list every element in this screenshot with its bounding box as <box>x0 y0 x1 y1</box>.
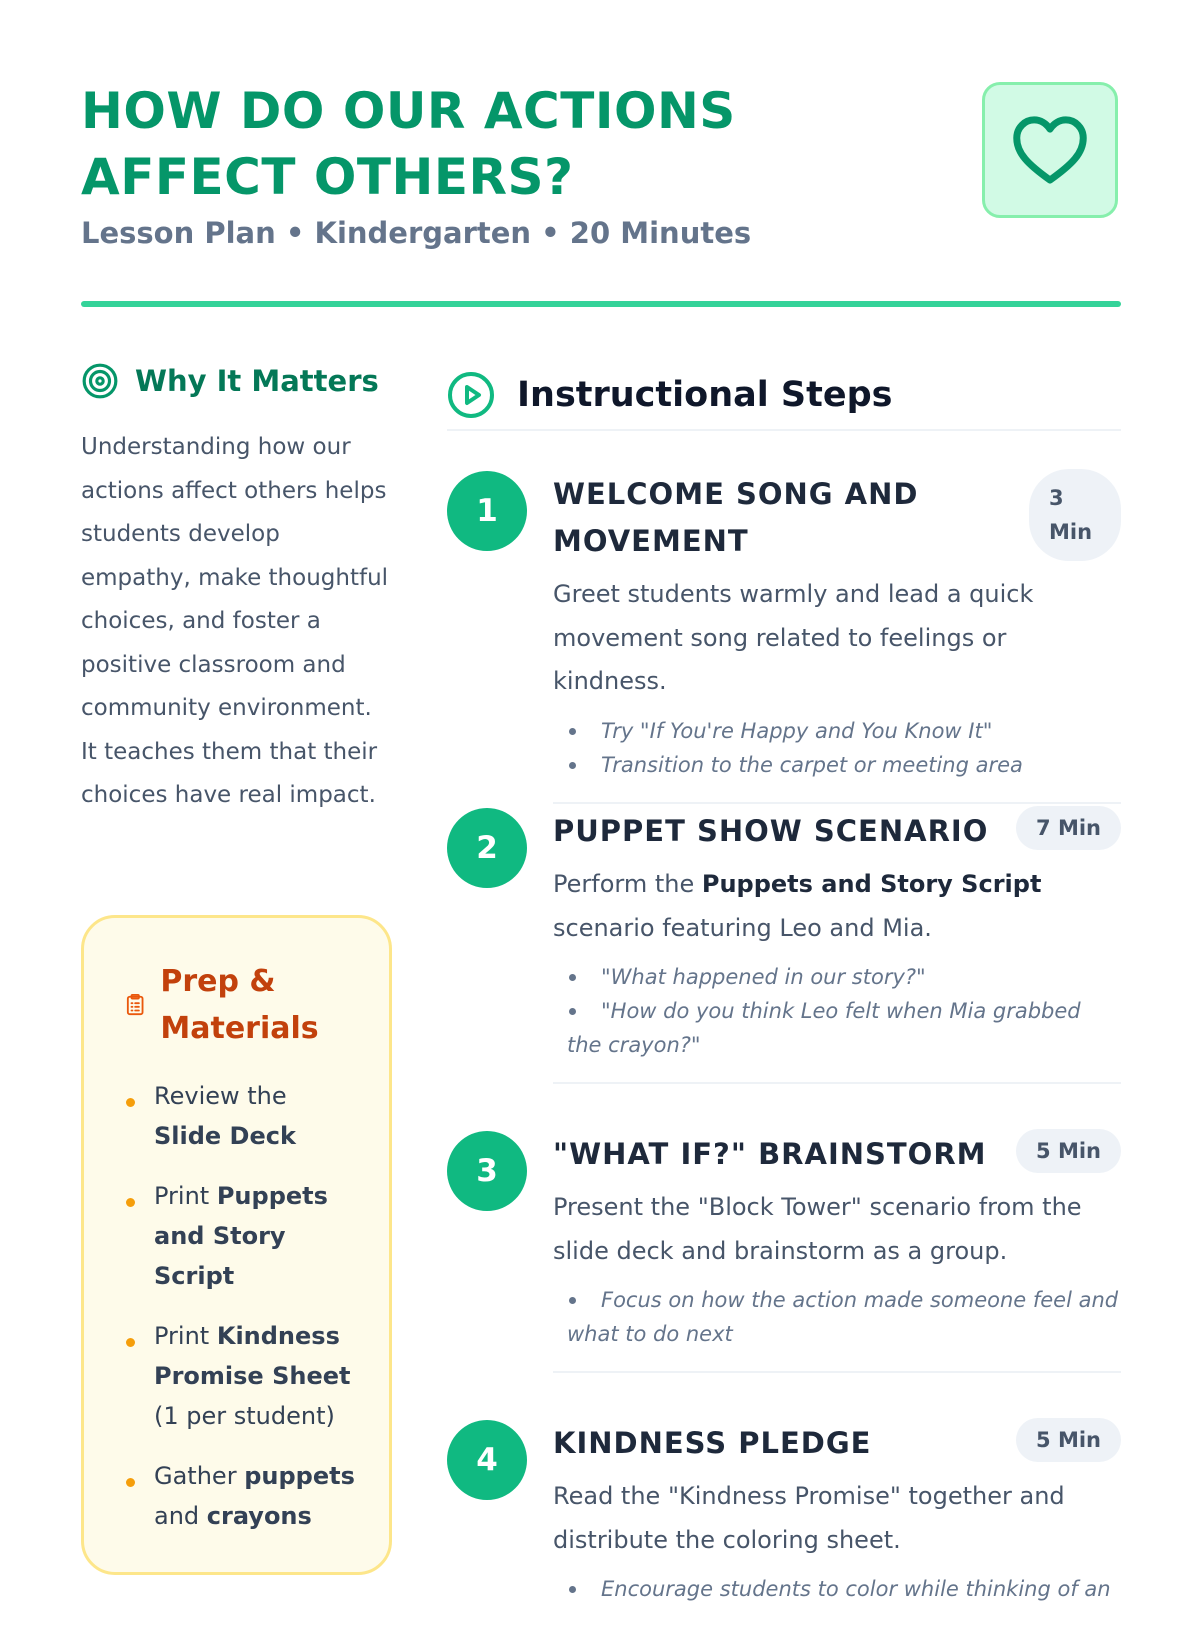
page-title <box>81 78 1121 210</box>
step-bullet: Try "If You're Happy and You Know It" <box>567 714 1121 748</box>
why-heading <box>81 362 391 400</box>
clipboard-icon <box>126 990 144 1020</box>
prep-materials-card <box>81 915 392 1575</box>
step-title: WELCOME SONG AND MOVEMENT <box>553 477 919 558</box>
step-bullets <box>553 1572 1121 1626</box>
step-number: 2 <box>447 808 527 888</box>
step-number: 4 <box>447 1420 527 1500</box>
step-description: Greet students warmly and lead a quick movement song related to feelings or kindness. <box>553 580 1034 695</box>
duration-badge: 5 Min <box>1016 1129 1121 1173</box>
heart-badge <box>982 82 1118 218</box>
step-title: KINDNESS PLEDGE <box>553 1426 872 1460</box>
step-bullet: Transition to the carpet or meeting area <box>567 748 1121 782</box>
step-content <box>553 1420 1121 1626</box>
target-icon <box>81 362 119 400</box>
why-it-matters-section <box>81 362 391 818</box>
prep-item: Gather puppets and crayons <box>126 1456 361 1536</box>
step-description: Perform the Puppets and Story Script scenario featuring Leo and Mia. <box>553 870 1042 942</box>
prep-item: Print Kindness Promise Sheet (1 per student) <box>126 1316 361 1436</box>
lesson-subtitle: Lesson Plan • Kindergarten • 20 Minutes <box>81 216 752 250</box>
step-bullets <box>553 714 1121 804</box>
duration-badge: 3 Min <box>1029 469 1121 561</box>
lesson-header <box>81 78 1121 250</box>
step-content <box>553 1131 1121 1373</box>
prep-heading <box>126 958 361 1052</box>
step-description: Present the "Block Tower" scenario from the slide deck and brainstorm as a group. <box>553 1193 1082 1265</box>
title-line-1: HOW DO OUR ACTIONS <box>81 82 736 140</box>
steps-heading <box>447 361 1121 431</box>
step-title: "WHAT IF?" BRAINSTORM <box>553 1137 987 1171</box>
steps-title: Instructional Steps <box>517 375 893 415</box>
duration-badge: 5 Min <box>1016 1418 1121 1462</box>
prep-title: Prep & Materials <box>160 964 319 1046</box>
step-description: Read the "Kindness Promise" together and distribute the coloring sheet. <box>553 1482 1065 1554</box>
step-bullet: Encourage students to color while thinking of an <box>567 1572 1121 1606</box>
why-title: Why It Matters <box>135 364 379 398</box>
step-number: 1 <box>447 471 527 551</box>
heart-icon <box>1012 115 1088 185</box>
step-bullet: "What happened in our story?" <box>567 960 1121 994</box>
step-title: PUPPET SHOW SCENARIO <box>553 814 989 848</box>
why-body: Understanding how our actions affect others helps students develop empathy, make thoughtful choices, and foster a positive classroom and community environment. It teaches them that their choices have real impact. <box>81 434 389 808</box>
step-number: 3 <box>447 1131 527 1211</box>
title-line-2: AFFECT OTHERS? <box>81 148 574 206</box>
prep-list <box>126 1076 361 1536</box>
play-circle-icon <box>447 371 495 419</box>
prep-item: Print Puppets and Story Script <box>126 1176 361 1296</box>
prep-item: Review the Slide Deck <box>126 1076 361 1156</box>
step-bullet: "How do you think Leo felt when Mia grabbed the crayon?" <box>567 994 1121 1062</box>
step-bullet: Focus on how the action made someone feel and what to do next <box>567 1283 1121 1351</box>
step-content <box>553 808 1121 1084</box>
step-bullets <box>553 1283 1121 1373</box>
step-content <box>553 471 1121 804</box>
header-divider <box>81 301 1121 307</box>
step-bullets <box>553 960 1121 1084</box>
duration-badge: 7 Min <box>1016 806 1121 850</box>
